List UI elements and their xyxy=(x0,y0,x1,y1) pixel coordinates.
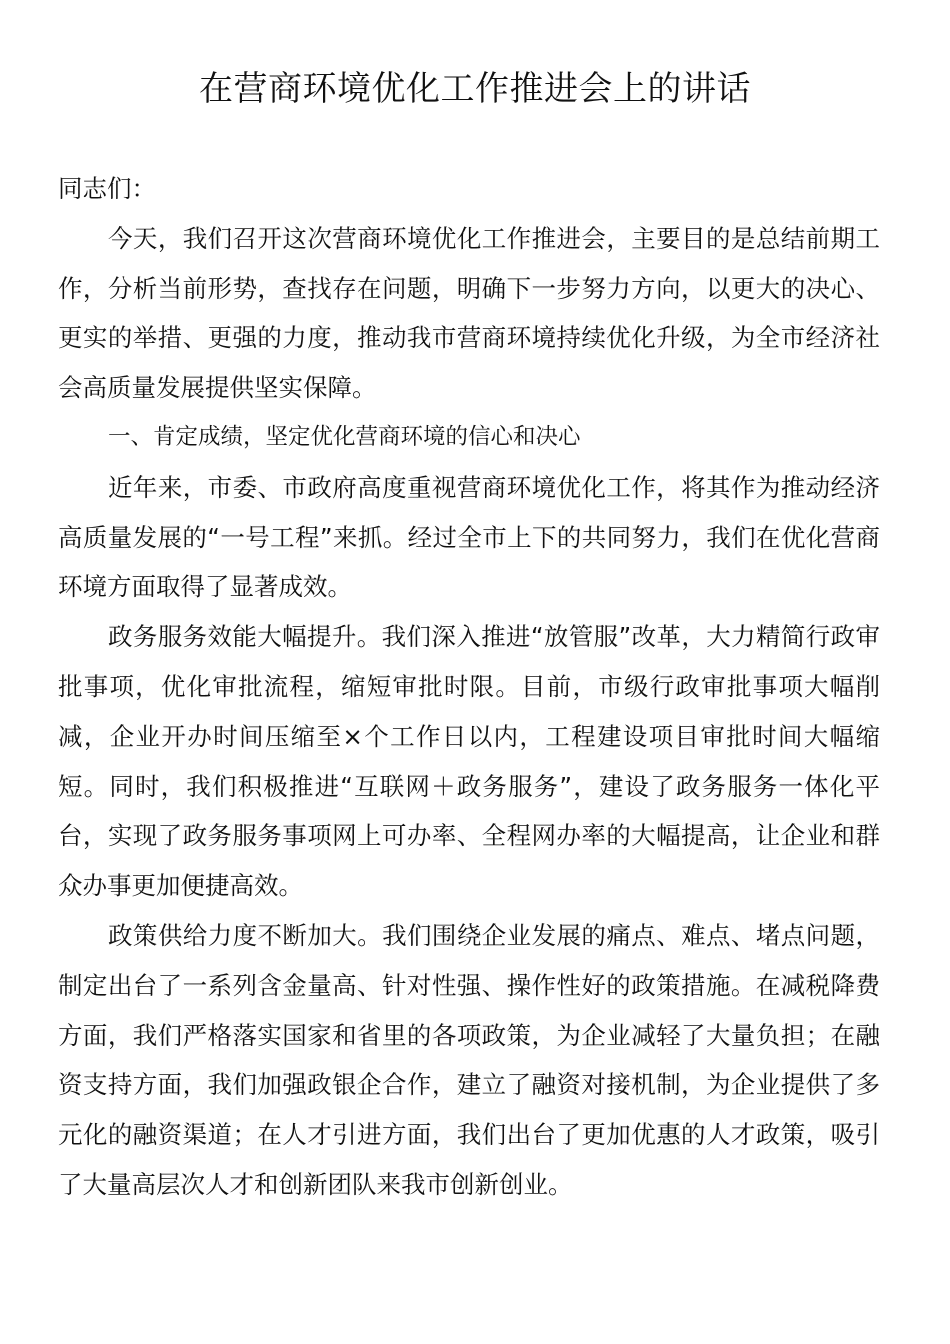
paragraph-government-services: 政务服务效能大幅提升。我们深入推进“放管服”改革，大力精简行政审批事项，优化审批流程，缩短审批时限。目前，市级行政审批事项大幅削减，企业开办时间压缩至×个工作日以内，工程建设项目审批时间大幅缩短。同时，我们积极推进“互联网＋政务服务”，建设了政务服务一体化平台，实现了政务服务事项网上可办率、全程网办率的大幅提高，让企业和群众办事更加便捷高效。 xyxy=(58,622,880,901)
salutation: 同志们： xyxy=(58,174,156,203)
document-body xyxy=(58,164,880,1210)
paragraph-policy-supply: 政策供给力度不断加大。我们围绕企业发展的痛点、难点、堵点问题，制定出台了一系列含金量高、针对性强、操作性好的政策措施。在减税降费方面，我们严格落实国家和省里的各项政策，为企业减轻了大量负担；在融资支持方面，我们加强政银企合作，建立了融资对接机制，为企业提供了多元化的融资渠道；在人才引进方面，我们出台了更加优惠的人才政策，吸引了大量高层次人才和创新团队来我市创新创业。 xyxy=(58,920,880,1199)
section-heading-1: 一、肯定成绩，坚定优化营商环境的信心和决心 xyxy=(108,423,581,450)
document-title: 在营商环境优化工作推进会上的讲话 xyxy=(199,69,751,109)
paragraph-intro: 今天，我们召开这次营商环境优化工作推进会，主要目的是总结前期工作，分析当前形势，查找存在问题，明确下一步努力方向，以更大的决心、更实的举措、更强的力度，推动我市营商环境持续优化升级，为全市经济社会高质量发展提供坚实保障。 xyxy=(58,223,880,403)
paragraph-achievements: 近年来，市委、市政府高度重视营商环境优化工作，将其作为推动经济高质量发展的“一号工程”来抓。经过全市上下的共同努力，我们在优化营商环境方面取得了显著成效。 xyxy=(58,472,880,602)
